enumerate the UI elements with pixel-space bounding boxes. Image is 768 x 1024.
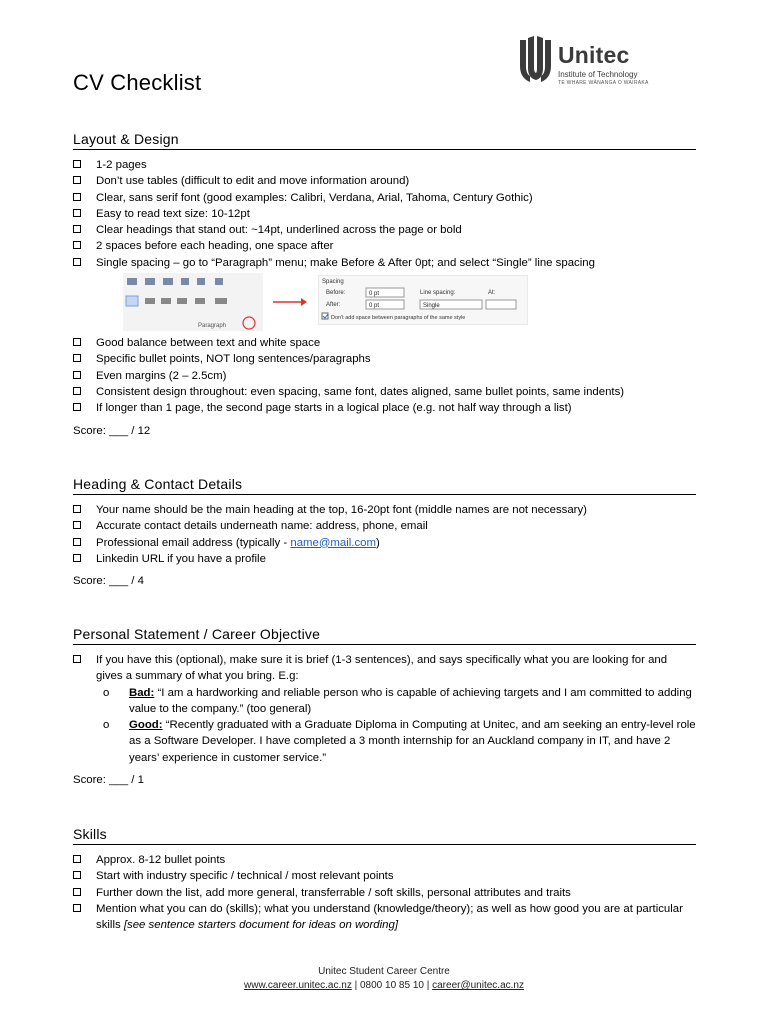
section-layout-design bbox=[73, 131, 696, 437]
footer-website-link[interactable]: www.career.unitec.ac.nz bbox=[244, 980, 352, 991]
checkbox-icon bbox=[73, 371, 81, 379]
paragraph-settings-screenshot bbox=[73, 273, 696, 331]
checklist-item: If you have this (optional), make sure it is brief (1-3 sentences), and says specifically what you are looking for and gives a summary of what you bring. E.g: bbox=[73, 652, 696, 685]
checklist-item: Mention what you can do (skills); what you understand (knowledge/theory); as well as how good you are at particular skills [see sentence starters document for ideas on wording] bbox=[73, 901, 696, 934]
paragraph-ribbon-image bbox=[123, 273, 263, 331]
section-heading-contact bbox=[73, 476, 696, 587]
footer-centre-name: Unitec Student Career Centre bbox=[318, 966, 450, 977]
section-skills bbox=[73, 826, 696, 933]
checkbox-icon bbox=[73, 338, 81, 346]
bullet-icon: o bbox=[103, 686, 110, 699]
checklist-item: Your name should be the main heading at the top, 16-20pt font (middle names are not necessary) bbox=[73, 502, 696, 518]
score-line: Score: ___ / 1 bbox=[73, 774, 144, 787]
dialog-after-label: After: bbox=[326, 302, 341, 309]
checklist-item: Professional email address (typically - name@mail.com) bbox=[73, 535, 696, 551]
checklist-item: Further down the list, add more general, transferrable / soft skills, personal attributes and traits bbox=[73, 885, 696, 901]
checkbox-icon bbox=[73, 521, 81, 529]
logo-wordmark: Unitec bbox=[558, 42, 630, 68]
footer-phone: 0800 10 85 10 bbox=[360, 980, 424, 991]
checklist-item: Good balance between text and white space bbox=[73, 335, 696, 351]
checklist-item: Consistent design throughout: even spacing, same font, dates aligned, same bullet points, same indents) bbox=[73, 384, 696, 400]
checkbox-icon bbox=[73, 888, 81, 896]
checklist-item: Specific bullet points, NOT long sentences/paragraphs bbox=[73, 351, 696, 367]
checklist-item: If longer than 1 page, the second page starts in a logical place (e.g. not half way through a list) bbox=[73, 400, 696, 416]
checklist-item: Accurate contact details underneath name: address, phone, email bbox=[73, 518, 696, 534]
checkbox-icon bbox=[73, 871, 81, 879]
unitec-logo bbox=[518, 36, 648, 86]
footer-separator: | bbox=[354, 980, 358, 991]
dialog-before-value: 0 pt bbox=[369, 291, 380, 298]
spacing-dialog-image bbox=[318, 275, 528, 325]
checklist-item: Easy to read text size: 10-12pt bbox=[73, 206, 696, 222]
checklist-item: 2 spaces before each heading, one space after bbox=[73, 238, 696, 254]
red-arrow-icon bbox=[273, 297, 307, 307]
checklist-item: Clear headings that stand out: ~14pt, underlined across the page or bold bbox=[73, 222, 696, 238]
section-heading: Personal Statement / Career Objective bbox=[73, 626, 696, 645]
section-heading: Skills bbox=[73, 826, 696, 845]
dialog-line-spacing-value: Single bbox=[423, 303, 440, 310]
example-good: o Good: “Recently graduated with a Graduate Diploma in Computing at Unitec, and am seeking an entry-level role as a Software Developer. I have completed a 3 month internship for an Auckland company in IT, and have 2 years’ experience in customer service.” bbox=[103, 719, 696, 764]
checkbox-icon bbox=[73, 855, 81, 863]
checkbox-icon bbox=[73, 225, 81, 233]
checkbox-icon bbox=[73, 354, 81, 362]
footer-email-link[interactable]: career@unitec.ac.nz bbox=[432, 980, 524, 991]
checklist-item: Single spacing – go to “Paragraph” menu; make Before & After 0pt; and select “Single” line spacing bbox=[73, 255, 696, 271]
logo-maori-text: TE WHARE WĀNANGA O WAIRAKA bbox=[558, 80, 649, 86]
checkbox-icon bbox=[73, 403, 81, 411]
footer-contacts bbox=[0, 980, 768, 991]
checkbox-icon bbox=[73, 209, 81, 217]
section-personal-statement bbox=[73, 626, 696, 786]
checkbox-icon bbox=[73, 176, 81, 184]
checklist-item: Don’t use tables (difficult to edit and move information around) bbox=[73, 173, 696, 189]
checkbox-icon bbox=[73, 505, 81, 513]
checkbox-icon bbox=[73, 387, 81, 395]
footer-separator: | bbox=[426, 980, 430, 991]
checkbox-icon bbox=[73, 655, 81, 663]
checkbox-icon bbox=[73, 241, 81, 249]
checkbox-icon bbox=[73, 554, 81, 562]
dialog-before-label: Before: bbox=[326, 290, 346, 297]
checkbox-icon bbox=[73, 538, 81, 546]
checklist-item: Start with industry specific / technical / most relevant points bbox=[73, 868, 696, 884]
score-line: Score: ___ / 4 bbox=[73, 575, 144, 588]
checklist-item: 1-2 pages bbox=[73, 157, 696, 173]
checkbox-icon bbox=[73, 904, 81, 912]
checkbox-icon bbox=[73, 193, 81, 201]
dialog-spacing-label: Spacing bbox=[322, 279, 344, 286]
dialog-dont-add-label: Don't add space between paragraphs of the same style bbox=[331, 315, 466, 322]
score-line: Score: ___ / 12 bbox=[73, 424, 151, 437]
checklist-item: Linkedin URL if you have a profile bbox=[73, 551, 696, 567]
checklist-item: Even margins (2 – 2.5cm) bbox=[73, 368, 696, 384]
checkbox-icon bbox=[73, 160, 81, 168]
dialog-at-label: At: bbox=[488, 290, 496, 297]
email-example-link[interactable]: name@mail.com bbox=[290, 536, 376, 549]
bullet-icon: o bbox=[103, 719, 110, 732]
checklist-item: Approx. 8-12 bullet points bbox=[73, 852, 696, 868]
section-heading: Layout & Design bbox=[73, 131, 696, 150]
checkbox-icon bbox=[73, 258, 81, 266]
checklist-item: Clear, sans serif font (good examples: Calibri, Verdana, Arial, Tahoma, Century Gothic) bbox=[73, 190, 696, 206]
dialog-after-value: 0 pt bbox=[369, 303, 380, 310]
example-bad: o Bad: “I am a hardworking and reliable person who is capable of achieving targets and I am committed to adding value to the company.” (too general) bbox=[103, 686, 692, 715]
unitec-emblem-icon bbox=[518, 36, 554, 84]
dialog-line-spacing-label: Line spacing: bbox=[420, 290, 456, 297]
page-title: CV Checklist bbox=[73, 70, 202, 95]
logo-subtitle: Institute of Technology bbox=[558, 70, 638, 79]
ribbon-group-label: Paragraph bbox=[198, 323, 227, 330]
section-heading: Heading & Contact Details bbox=[73, 476, 696, 495]
